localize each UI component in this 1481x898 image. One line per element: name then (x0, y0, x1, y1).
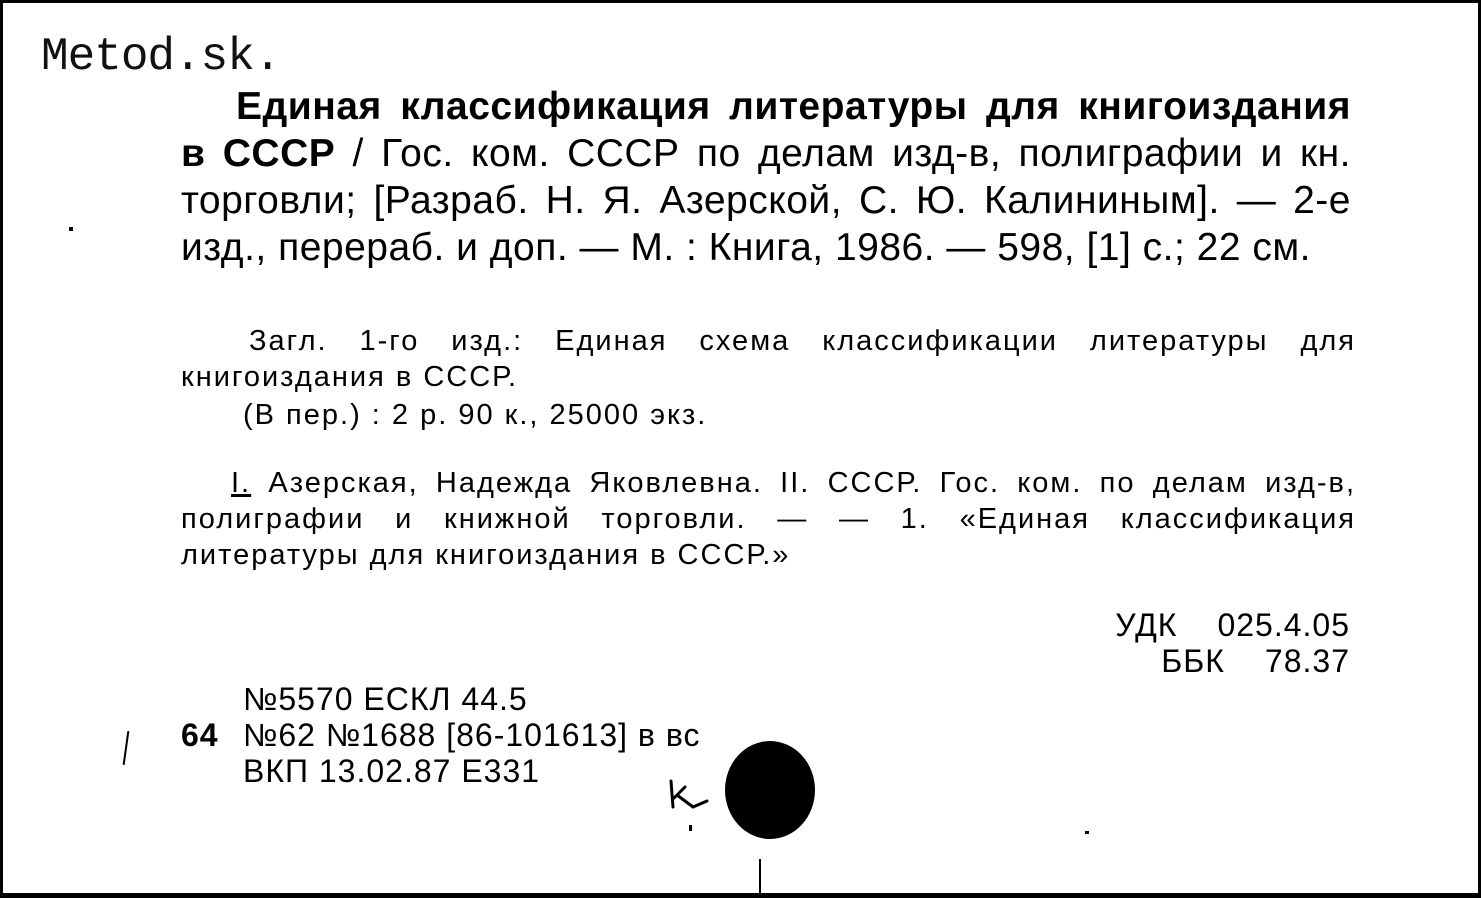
udk-row (1115, 607, 1350, 643)
tracing-number: I. (231, 467, 252, 499)
production-line-3: ВКП 13.02.87 Е331 (243, 753, 541, 789)
filled-circle-mark (725, 741, 815, 839)
bbk-row (1115, 643, 1350, 679)
binding-price-note: (В пер.) : 2 р. 90 к., 25000 экз. (243, 399, 708, 431)
title-note (181, 323, 1356, 395)
entry-title: Единая классификация литературы для книгоиздания в СССР (181, 85, 1351, 175)
udk-value: 025.4.05 (1217, 607, 1350, 643)
udk-label: УДК (1115, 607, 1178, 643)
speck-mark (123, 731, 130, 765)
title-note-text: Загл. 1-го изд.: Единая схема классификации литературы для книгоиздания в СССР. (181, 325, 1356, 393)
production-line-2: 64 №62 №1688 [86-101613] в вс (181, 717, 701, 753)
speck-mark (1085, 831, 1089, 834)
tracing-note (181, 465, 1356, 573)
production-codes (181, 681, 700, 789)
bbk-label: ББК (1161, 643, 1225, 679)
handwritten-mark (663, 773, 713, 813)
speck-mark (759, 859, 761, 893)
classification-codes (1115, 607, 1350, 679)
production-line-prefix: 64 (181, 717, 219, 753)
bbk-value: 78.37 (1264, 643, 1350, 679)
bibliographic-entry (181, 83, 1351, 271)
production-line-1: №5570 ЕСКЛ 44.5 (243, 681, 528, 717)
speck-mark (689, 825, 692, 831)
speck-mark (69, 227, 73, 231)
tracing-text: Азерская, Надежда Яковлевна. II. СССР. Гос. ком. по делам изд-в, полиграфии и книжной торговли. — — 1. «Единая классификация литературы для книгоиздания в СССР.» (181, 467, 1356, 571)
watermark-text: Metod.sk. (41, 31, 281, 83)
entry-responsibility: / Гос. ком. СССР по делам изд-в, полиграфии и кн. торговли; [Разраб. Н. Я. Азерской, С. Ю. Калининым]. — 2-е изд., перераб. и доп. — М. : Книга, 1986. — 598, [1] с.; 22 см. (181, 132, 1351, 269)
